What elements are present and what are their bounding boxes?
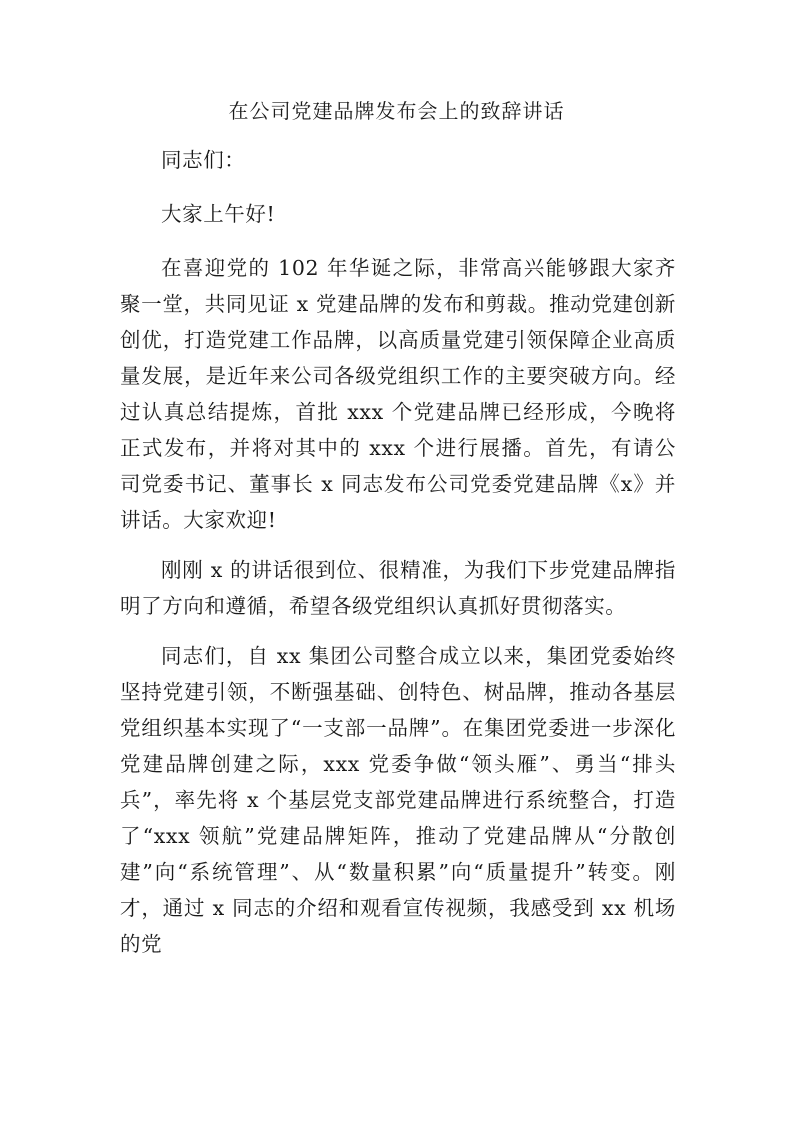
document-body	[120, 142, 676, 976]
paragraph-salutation: 同志们：	[161, 148, 246, 172]
paragraph-greeting: 大家上午好!	[161, 202, 276, 226]
paragraph-response: 刚刚 x 的讲话很到位、很精准，为我们下步党建品牌指明了方向和遵循，希望各级党组织认真抓好贯彻落实。	[120, 558, 676, 618]
paragraph-group-overview: 同志们，自 xx 集团公司整合成立以来，集团党委始终坚持党建引领，不断强基础、创特色、树品牌，推动各基层党组织基本实现了“一支部一品牌”。在集团党委进一步深化党建品牌创建之际，xxx 党委争做“领头雁”、勇当“排头兵”，率先将 x 个基层党支部党建品牌进行系统整合，打造了“xxx 领航”党建品牌矩阵，推动了党建品牌从“分散创建”向“系统管理”、从“数量积累”向“质量提升”转变。刚才，通过 x 同志的介绍和观看宣传视频，我感受到 xx 机场的党	[120, 644, 676, 956]
document-title: 在公司党建品牌发布会上的致辞讲话	[228, 99, 565, 123]
paragraph-opening: 在喜迎党的 102 年华诞之际，非常高兴能够跟大家齐聚一堂，共同见证 x 党建品牌的发布和剪裁。推动党建创新创优，打造党建工作品牌，以高质量党建引领保障企业高质量发展，是近年来公司各级党组织工作的主要突破方向。经过认真总结提炼，首批 xxx 个党建品牌已经形成，今晚将正式发布，并将对其中的 xxx 个进行展播。首先，有请公司党委书记、董事长 x 同志发布公司党委党建品牌《x》并讲话。大家欢迎!	[120, 256, 676, 532]
